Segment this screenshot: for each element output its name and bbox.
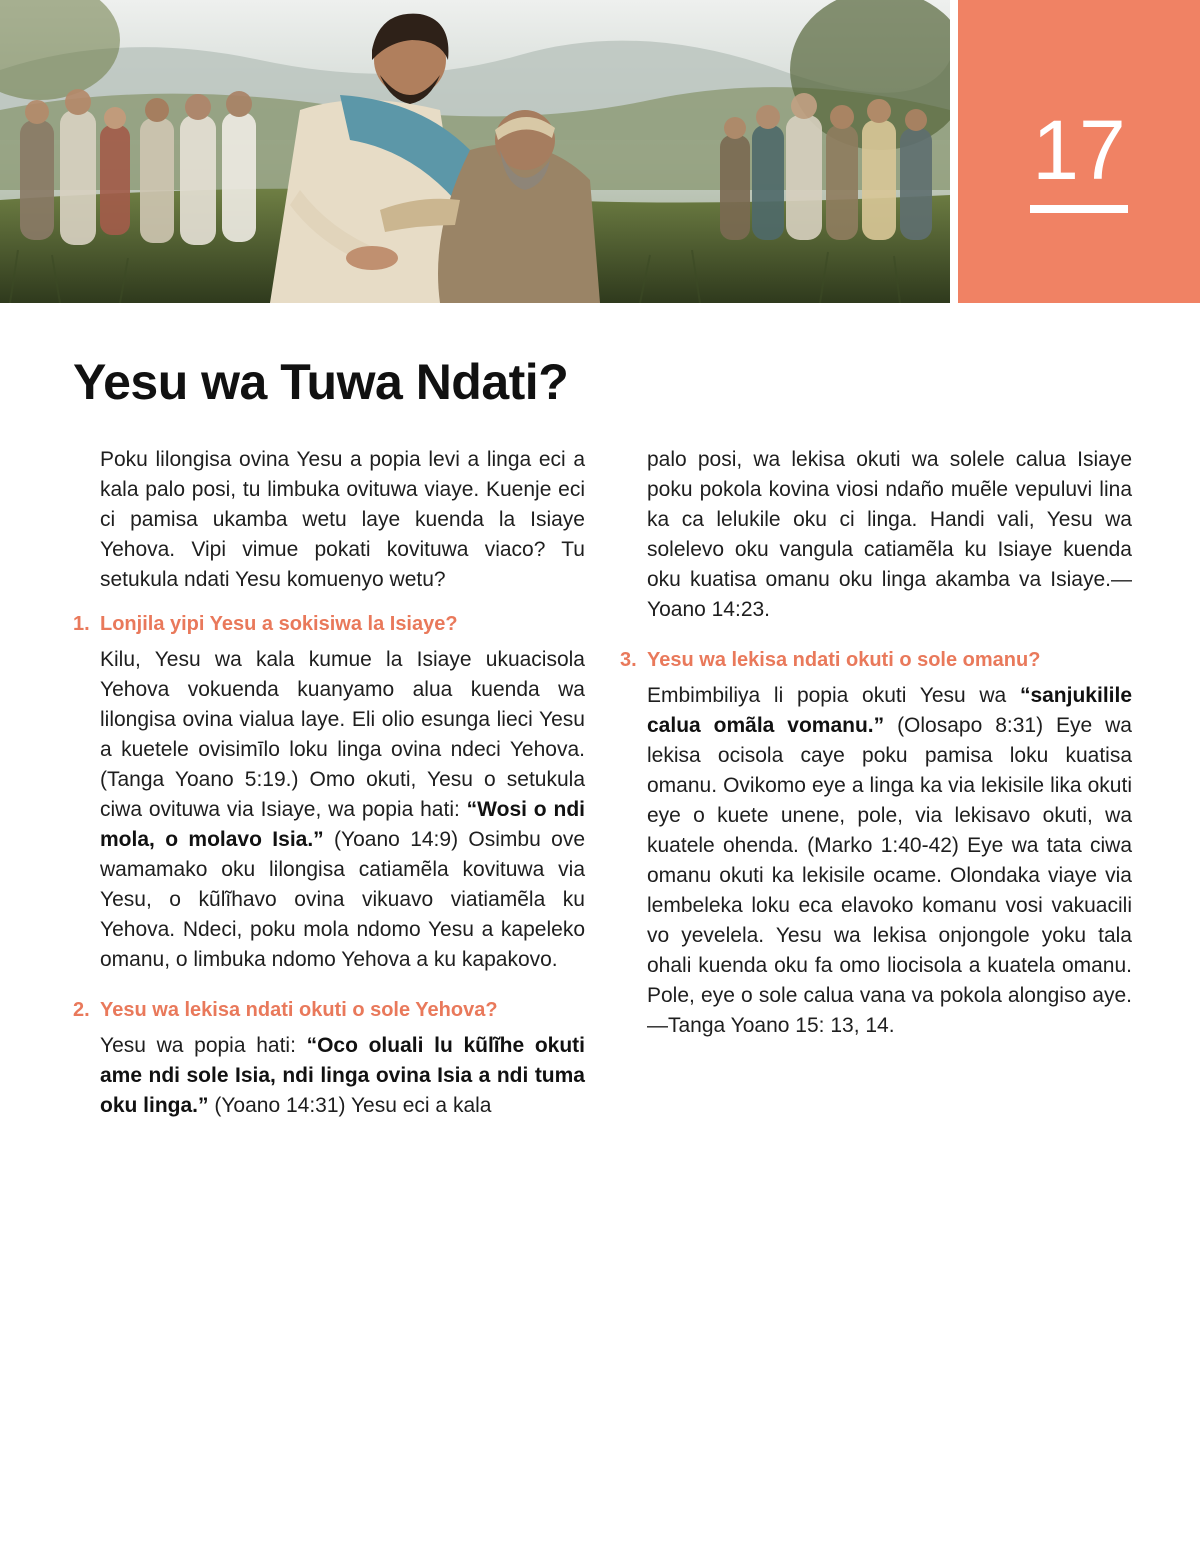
question-3-number: 3.: [620, 649, 637, 671]
question-2-heading: [73, 997, 585, 1023]
left-column: [73, 445, 585, 1121]
jesus-healing-scene-illustration: [0, 0, 950, 303]
answer-1-quote: “Wosi o ndi mola, o molavo Isia.”: [100, 798, 585, 851]
answer-2-quote: “Oco oluali lu kũlĩhe okuti ame ndi sole Isia, ndi linga ovina Isia a ndi tuma oku linga.”: [100, 1034, 585, 1117]
answer-1-text-b: (Yoano 14:9) Osimbu ove wamamako oku lilongisa catiamẽla kovituwa via Yesu, o kũlĩhavo ovina vikuavo viatiamẽla ku Yehova. Ndeci, poku mola ndomo Yesu a kapeleko omanu, o limbuka ndomo Yehova a ku kapakovo.: [100, 828, 586, 971]
question-3-text: Yesu wa lekisa ndati okuti o sole omanu?: [647, 649, 1041, 671]
hero-illustration: [0, 0, 950, 303]
question-1-text: Lonjila yipi Yesu a sokisiwa la Isiaye?: [100, 613, 458, 635]
question-1-number: 1.: [73, 613, 90, 635]
right-column: [620, 445, 1132, 1041]
answer-2-text-b: (Yoano 14:31) Yesu eci a kala: [208, 1094, 492, 1117]
answer-2-text-a: Yesu wa popia hati:: [100, 1034, 307, 1057]
lesson-number-underline: [1030, 205, 1128, 213]
answer-1-text-a: Kilu, Yesu wa kala kumue la Isiaye ukuacisola Yehova vokuenda kuanyamo alua kuenda wa lilongisa ovina vialua laye. Eli olio esunga lieci Yesu a kuetele ovisimīlo loku linga ovina ndeci Yehova. (Tanga Yoano 5:19.) Omo okuti, Yesu o setukula ciwa ovituwa via Isiaye, wa popia hati:: [100, 648, 585, 821]
answer-3-quote: “sanjukilile calua omãla vomanu.”: [647, 684, 1132, 737]
lesson-number: 17: [1032, 103, 1126, 197]
lesson-number-box: [958, 0, 1200, 303]
question-2-text: Yesu wa lekisa ndati okuti o sole Yehova?: [100, 999, 498, 1021]
question-2-number: 2.: [73, 999, 90, 1021]
page-title: Yesu wa Tuwa Ndati?: [73, 354, 569, 410]
intro-paragraph: Poku lilongisa ovina Yesu a popia levi a linga eci a kala palo posi, tu limbuka ovituwa viaye. Kuenje eci ci pamisa ukamba wetu laye kuenda la Isiaye Yehova. Vipi vimue pokati kovituwa viaco? Tu setukula ndati Yesu komuenyo wetu?: [100, 448, 585, 591]
question-1-heading: [73, 611, 585, 637]
answer-3-text-a: Embimbiliya li popia okuti Yesu wa: [647, 684, 1020, 707]
question-3-heading: [620, 647, 1132, 673]
answer-3-text-b: (Olosapo 8:31) Eye wa lekisa ocisola caye poku pamisa loku kuatisa omanu. Ovikomo eye a linga ka via lekisile lika okuti eye o kuete unene, pole, via lekisavo okuti, wa kuatele ohenda. (Marko 1:40-42) Eye wa tata ciwa omanu okuti ka lekisile ocame. Olondaka viaye via lembeleka loku eca elavoko komanu vosi vakuacili vo yevelela. Yesu wa lekisa onjongole yoku tala ohali kuenda oku fa omo liocisola a kuatela omanu. Pole, eye o sole calua vana va pokola alongiso aye.—Tanga Yoano 15: 13, 14.: [647, 714, 1132, 1037]
answer-1-paragraph: [73, 645, 585, 975]
answer-2-paragraph-part-1: [73, 1031, 585, 1121]
answer-2-text-b-continued: palo posi, wa lekisa okuti wa solele calua Isiaye poku pokola kovina viosi ndaño muẽle vepuluvi lina ka ca lelukile oku ci linga. Handi vali, Yesu wa solelevo oku vangula catiamẽla ku Isiaye kuenda oku kuatisa omanu oku linga akamba va Isiaye.—Yoano 14:23.: [647, 448, 1132, 621]
answer-2-paragraph-continued: [620, 445, 1132, 625]
answer-3-paragraph: [620, 681, 1132, 1041]
